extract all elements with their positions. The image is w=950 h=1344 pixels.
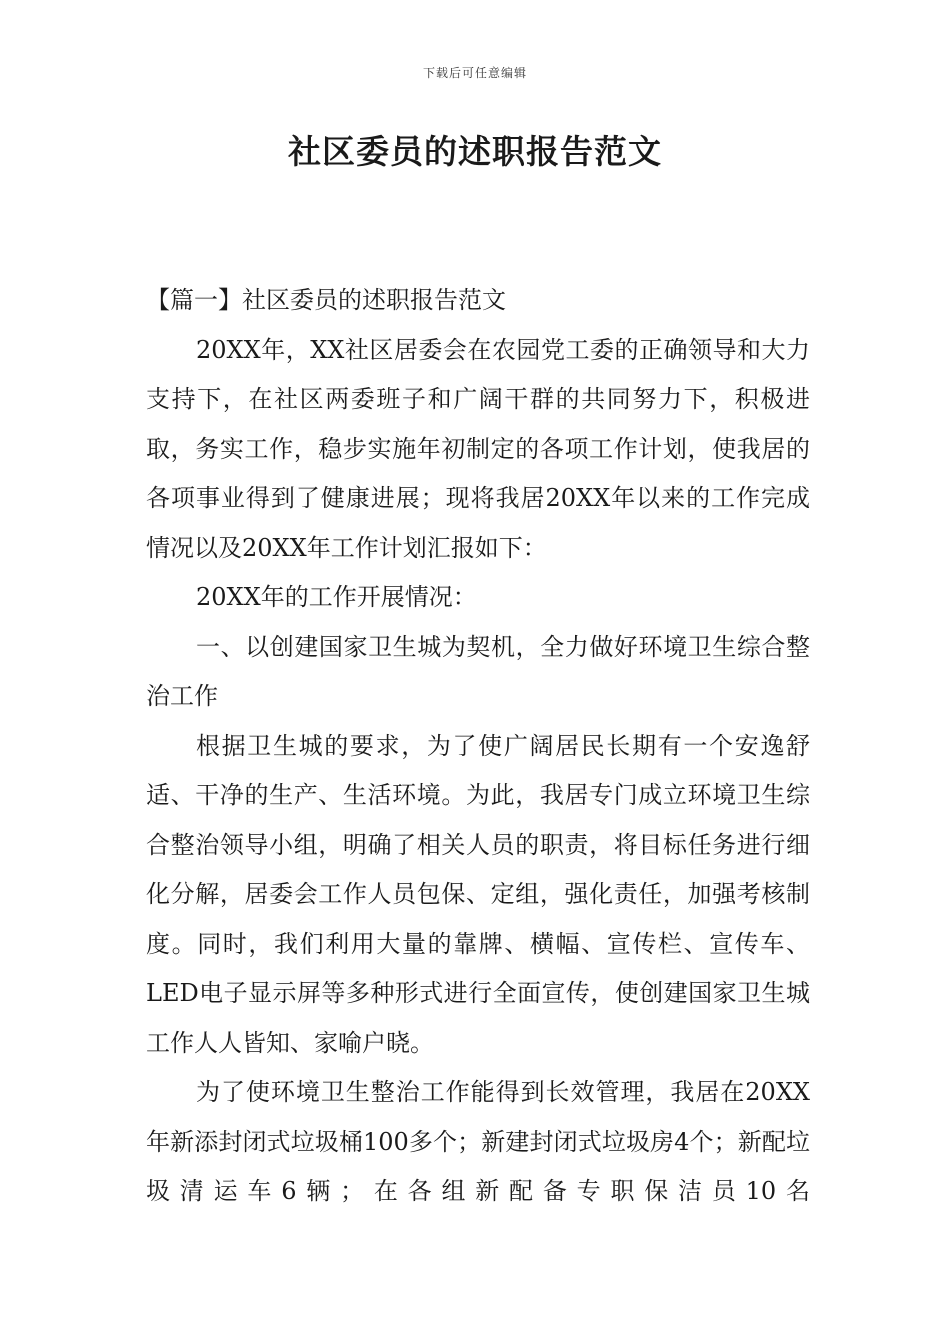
document-title: 社区委员的述职报告范文 [288,132,662,171]
paragraph-sanitation: 根据卫生城的要求，为了使广阔居民长期有一个安逸舒适、干净的生产、生活环境。为此，我居专门成立环境卫生综合整治领导小组，明确了相关人员的职责，将目标任务进行细化分解，居委会工作人员包保、定组，强化责任，加强考核制度。同时，我们利用大量的靠牌、横幅、宣传栏、宣传车、LED电子显示屏等多种形式进行全面宣传，使创建国家卫生城工作人人皆知、家喻户晓。 [146,731,810,1057]
paragraph-long-term-management: 为了使环境卫生整治工作能得到长效管理，我居在20XX年新添封闭式垃圾桶100多个；新建封闭式垃圾房4个；新配垃圾清运车6辆；在各组新配备专职保洁员10名 [146,1078,810,1205]
paragraph-progress-heading: 20XX年的工作开展情况： [196,583,477,611]
section-heading: 【篇一】社区委员的述职报告范文 [146,286,506,314]
header-note: 下载后可任意编辑 [422,66,527,80]
document-body [146,276,810,1217]
paragraph-item-one-heading: 一、以创建国家卫生城为契机，全力做好环境卫生综合整治工作 [146,632,810,710]
paragraph-intro: 20XX年，XX社区居委会在农园党工委的正确领导和大力支持下，在社区两委班子和广阔干群的共同努力下，积极进取，务实工作，稳步实施年初制定的各项工作计划，使我居的各项事业得到了健康进展；现将我居20XX年以来的工作完成情况以及20XX年工作计划汇报如下： [146,335,810,562]
